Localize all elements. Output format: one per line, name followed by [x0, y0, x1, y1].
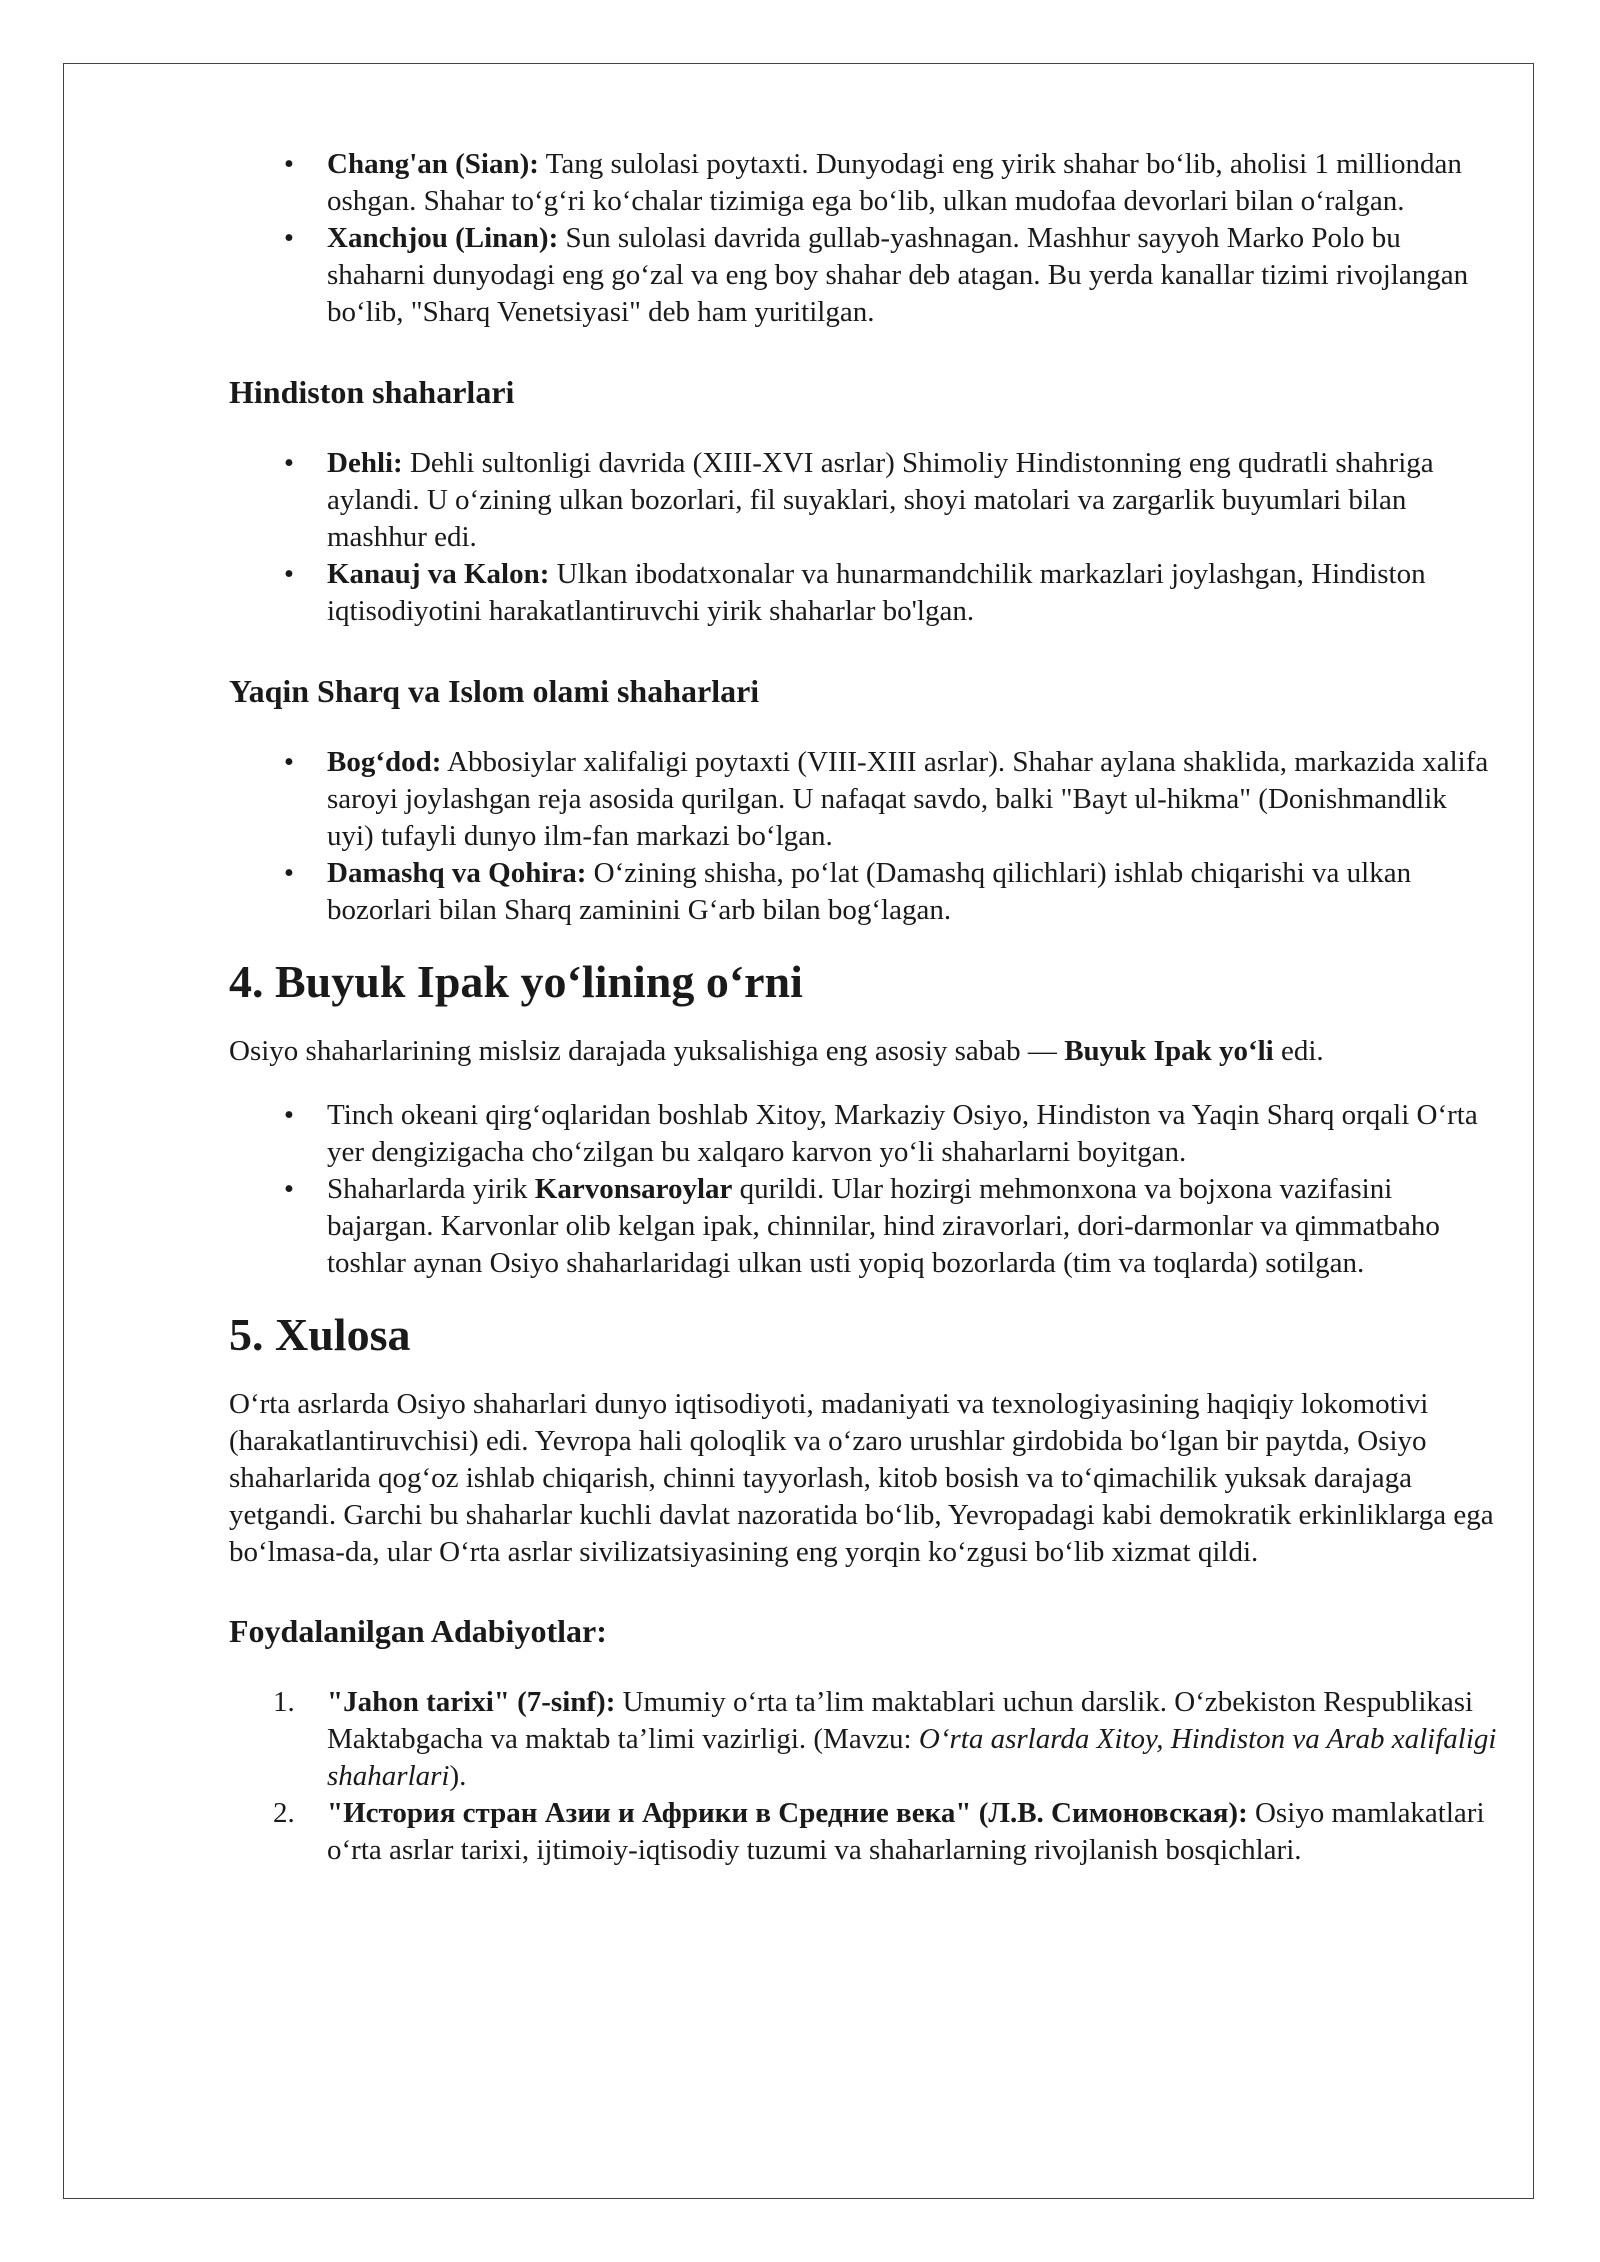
- india-cities-list: [229, 445, 1499, 630]
- middle-east-heading: Yaqin Sharq va Islom olami shaharlari: [229, 673, 760, 709]
- list-item: • Tinch okeani qirg‘oqlaridan boshlab Xitoy, Markaziy Osiyo, Hindiston va Yaqin Sharq orqali O‘rta yer dengizigacha cho‘zilgan bu xalqaro karvon yo‘li shaharlarni boyitgan.: [229, 1097, 1499, 1171]
- section-5-title: 5. Xulosa: [229, 1309, 411, 1360]
- india-heading: Hindiston shaharlari: [229, 374, 515, 410]
- conclusion-paragraph: O‘rta asrlarda Osiyo shaharlari dunyo iqtisodiyoti, madaniyati va texnologiyasining haqiqiy lokomotivi (harakatlantiruvchisi) edi. Yevropa hali qoloqlik va o‘zaro urushlar girdobida bo‘lgan bir paytda, Osiyo shaharlarida qog‘oz ishlab chiqarish, chinni tayyorlash, kitob bosish va to‘qimachilik yuksak darajaga yetgandi. Garchi bu shaharlar kuchli davlat nazoratida bo‘lib, Yevropadagi kabi demokratik erkinliklarga ega bo‘lmasa-da, ular O‘rta asrlar sivilizatsiyasining eng yorqin ko‘zgusi bo‘lib xizmat qildi.: [229, 1388, 1494, 1568]
- bullet-icon: •: [283, 222, 295, 254]
- bullet-icon: •: [283, 447, 295, 479]
- silk-road-list: [229, 1097, 1499, 1282]
- list-item: • Kanauj va Kalon: Ulkan ibodatxonalar va hunarmandchilik markazlari joylashgan, Hindiston iqtisodiyotini harakatlantiruvchi yirik shaharlar bo'lgan.: [229, 556, 1499, 630]
- list-item: 2. "История стран Азии и Африки в Средние века" (Л.В. Симоновская): Osiyo mamlakatlari o‘rta asrlar tarixi, ijtimoiy-iqtisodiy tuzumi va shaharlarning rivojlanish bosqichlari.: [273, 1797, 1485, 1866]
- references-heading: Foydalanilgan Adabiyotlar:: [229, 1613, 607, 1649]
- list-item: • Xanchjou (Linan): Sun sulolasi davrida gullab-yashnagan. Mashhur sayyoh Marko Polo bu shaharni dunyodagi eng go‘zal va eng boy shahar deb atagan. Bu yerda kanallar tizimi rivojlangan bo‘lib, "Sharq Venetsiyasi" deb ham yuritilgan.: [229, 220, 1499, 331]
- list-item: • Bog‘dod: Abbosiylar xalifaligi poytaxti (VIII-XIII asrlar). Shahar aylana shaklida, markazida xalifa saroyi joylashgan reja asosida qurilgan. U nafaqat savdo, balki "Bayt ul-hikma" (Donishmandlik uyi) tufayli dunyo ilm-fan markazi bo‘lgan.: [229, 744, 1499, 855]
- list-item: • Dehli: Dehli sultonligi davrida (XIII-XVI asrlar) Shimoliy Hindistonning eng qudratli shahriga aylandi. U o‘zining ulkan bozorlari, fil suyaklari, shoyi matolari va zargarlik buyumlari bilan mashhur edi.: [229, 445, 1499, 556]
- bullet-icon: •: [283, 1099, 295, 1131]
- document-body: [229, 146, 1499, 1869]
- bullet-icon: •: [283, 746, 295, 778]
- bullet-icon: •: [283, 558, 295, 590]
- list-item: • Damashq va Qohira: O‘zining shisha, po‘lat (Damashq qilichlari) ishlab chiqarishi va ulkan bozorlari bilan Sharq zaminini G‘arb bilan bog‘lagan.: [229, 855, 1499, 929]
- bullet-icon: •: [283, 857, 295, 889]
- references-list: [229, 1684, 1499, 1869]
- section-4-intro: Osiyo shaharlarining mislsiz darajada yuksalishiga eng asosiy sabab — Buyuk Ipak yo‘li edi.: [229, 1035, 1324, 1067]
- list-item: • Shaharlarda yirik Karvonsaroylar qurildi. Ular hozirgi mehmonxona va bojxona vazifasini bajargan. Karvonlar olib kelgan ipak, chinnilar, hind ziravorlari, dori-darmonlar va qimmatbaho toshlar aynan Osiyo shaharlaridagi ulkan usti yopiq bozorlarda (tim va toqlarda) sotilgan.: [229, 1171, 1499, 1282]
- china-cities-list: [229, 146, 1499, 331]
- list-item: 1. "Jahon tarixi" (7-sinf): Umumiy o‘rta ta’lim maktablari uchun darslik. O‘zbekiston Respublikasi Maktabgacha va maktab ta’limi vazirligi. (Mavzu: O‘rta asrlarda Xitoy, Hindiston va Arab xalifaligi shaharlari).: [273, 1686, 1497, 1792]
- list-item: • Chang'an (Sian): Tang sulolasi poytaxti. Dunyodagi eng yirik shahar bo‘lib, aholisi 1 milliondan oshgan. Shahar to‘g‘ri ko‘chalar tizimiga ega bo‘lib, ulkan mudofaa devorlari bilan o‘ralgan.: [229, 146, 1499, 220]
- bullet-icon: •: [283, 148, 295, 180]
- middle-east-cities-list: [229, 744, 1499, 929]
- bullet-icon: •: [283, 1173, 295, 1205]
- section-4-title: 4. Buyuk Ipak yo‘lining o‘rni: [229, 956, 803, 1007]
